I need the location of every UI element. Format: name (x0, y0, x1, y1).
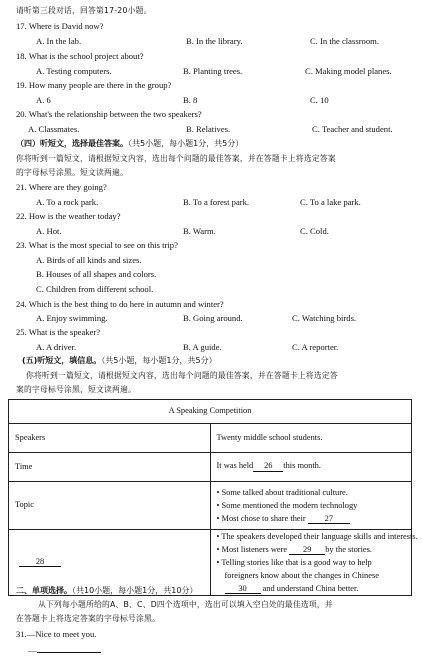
question-22: 22. How is the weather today? (16, 211, 121, 221)
part2-instruction: 从下列每小题所给的A、B、C、D四个选项中，选出可以填入空白处的最佳选项，并 (38, 600, 333, 609)
question-25: 25. What is the speaker? (16, 327, 101, 337)
question-17: 17. Where is David now? (16, 21, 104, 31)
topic-label: Topic (9, 482, 211, 530)
q21-option-b[interactable]: B. To a forest park. (183, 197, 250, 207)
q23-option-b[interactable]: B. Houses of all shapes and colors. (36, 269, 157, 279)
section4-instruction-cont: 的字母标号涂黑。短文读两遍。 (16, 168, 128, 177)
blank-28[interactable]: 28 (19, 558, 61, 567)
q20-option-a[interactable]: A. Classmates. (28, 124, 80, 134)
question-20: 20. What's the relationship between the two speakers? (16, 109, 202, 119)
q19-option-a[interactable]: A. 6 (36, 95, 51, 105)
q18-option-b[interactable]: B. Planting trees. (183, 66, 243, 76)
question-31: 31.—Nice to meet you. (16, 629, 97, 639)
row4-details (210, 530, 418, 596)
blank-30[interactable]: 30 (225, 585, 261, 594)
q24-option-b[interactable]: B. Going around. (183, 313, 243, 323)
section5-instruction-cont: 案的字母标号涂黑，短文读两遍。 (16, 385, 136, 394)
q25-option-b[interactable]: B. A guide. (183, 342, 222, 352)
q21-option-a[interactable]: A. To a rock park. (36, 197, 99, 207)
section4-instruction: 你将听到一篇短文，请根据短文内容，选出每个问题的最佳答案，并在答题卡上将选定答案 (16, 154, 336, 163)
q20-option-b[interactable]: B. Relatives. (186, 124, 231, 134)
question-24: 24. Which is the best thing to do here in autumn and winter? (16, 299, 224, 309)
part2-heading: 二、单项选择。（共10小题，每小题1分，共10分） (16, 586, 198, 595)
section3-intro: 请听第三段对话，回答第17-20小题。 (16, 6, 152, 15)
topic-bullet-2: • Some mentioned the modern technology (216, 501, 358, 510)
row4-bullet-2: • Most listeners were 29 by the stories. (216, 545, 372, 554)
q22-option-c[interactable]: C. Cold. (300, 226, 329, 236)
question-21: 21. Where are they going? (16, 182, 107, 192)
q23-option-c[interactable]: C. Children from different school. (36, 284, 154, 294)
time-label: Time (9, 453, 211, 482)
blank-27[interactable]: 27 (308, 515, 350, 524)
question-23: 23. What is the most special to see on this trip? (16, 240, 178, 250)
q19-option-c[interactable]: C. 10 (310, 95, 329, 105)
topic-bullet-1: • Some talked about traditional culture. (216, 488, 348, 497)
q24-option-c[interactable]: C. Watching birds. (292, 313, 357, 323)
topic-bullet-3: • Most chose to share their 27 (217, 512, 406, 525)
q19-option-b[interactable]: B. 8 (183, 95, 198, 105)
section5-instruction: 你将听到一篇短文，请根据短文内容，选出每个问题的最佳答案，并在答题卡上将选定答 (26, 371, 338, 380)
section5-heading: (五)听短文，填信息。（共5小题，每小题1分，共5分） (22, 356, 217, 365)
q23-option-a[interactable]: A. Birds of all kinds and sizes. (36, 255, 142, 265)
speakers-value: Twenty middle school students. (210, 424, 412, 453)
q18-option-a[interactable]: A. Testing computers. (36, 66, 112, 76)
table-title: A Speaking Competition (9, 400, 412, 424)
q18-option-c[interactable]: C. Making model planes. (305, 66, 392, 76)
q17-option-b[interactable]: B. In the library. (186, 36, 243, 46)
q31-answer-blank[interactable] (37, 652, 101, 653)
topic-details (210, 482, 412, 530)
q31-reply: — (28, 646, 101, 655)
speaking-competition-table (8, 399, 418, 596)
q20-option-c[interactable]: C. Teacher and student. (312, 124, 393, 134)
q17-option-a[interactable]: A. In the lab. (36, 36, 82, 46)
row4-bullet-3: • Telling stories like that is a good way to help foreigners know about the changes in Chinese 30 and understand China better. (216, 558, 379, 593)
q22-option-b[interactable]: B. Warm. (183, 226, 216, 236)
q22-option-a[interactable]: A. Hot. (36, 226, 62, 236)
blank-29[interactable]: 29 (289, 546, 325, 555)
speakers-label: Speakers (9, 424, 211, 453)
part2-instruction-cont: 在答题卡上将选定答案的字母标号涂黑。 (16, 614, 160, 623)
q21-option-c[interactable]: C. To a lake park. (300, 197, 361, 207)
question-18: 18. What is the school project about? (16, 51, 144, 61)
question-19: 19. How many people are there in the group? (16, 80, 172, 90)
q17-option-c[interactable]: C. In the classroom. (310, 36, 379, 46)
section4-heading: （四）听短文，选择最佳答案。（共5小题，每小题1分，共5分） (16, 139, 244, 148)
q24-option-a[interactable]: A. Enjoy swimming. (36, 313, 108, 323)
time-value: It was held 26 this month. (210, 453, 412, 482)
row4-bullet-1: • The speakers developed their language skills and interests. (216, 532, 418, 541)
q25-option-a[interactable]: A. A driver. (36, 342, 77, 352)
q25-option-c[interactable]: C. A reporter. (292, 342, 339, 352)
blank-26[interactable]: 26 (253, 462, 283, 471)
